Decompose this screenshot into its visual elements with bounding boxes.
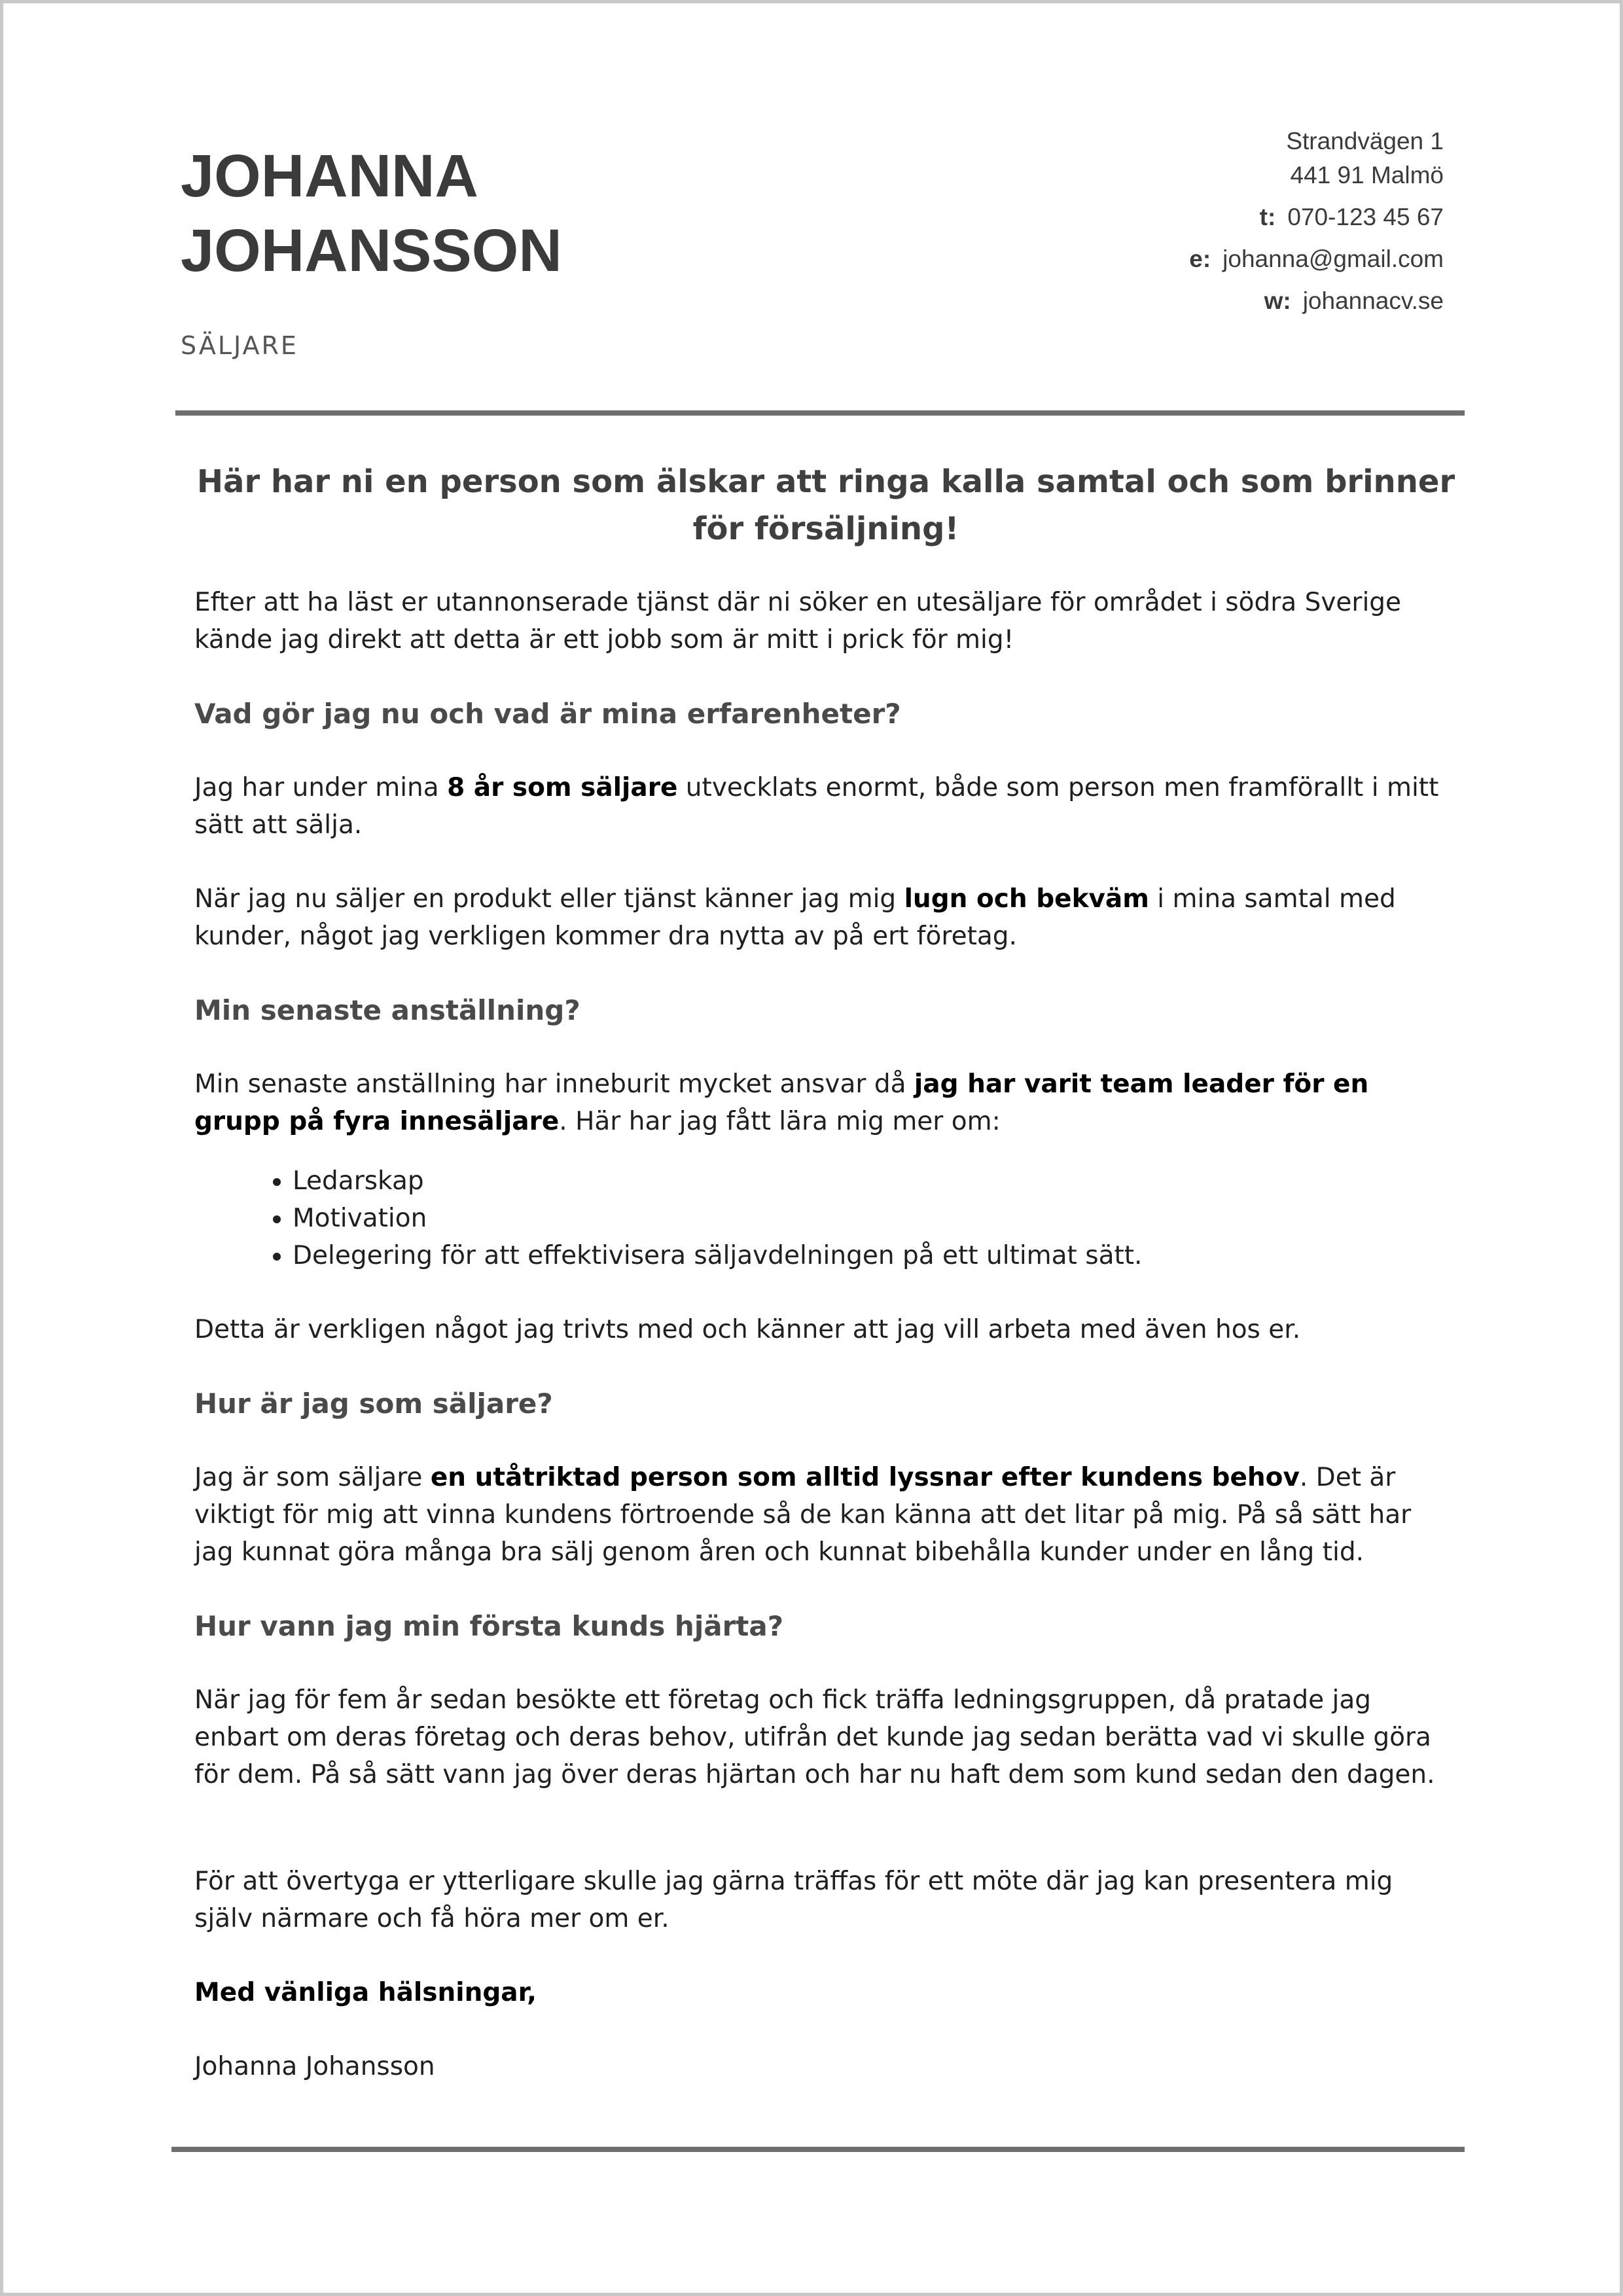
phone-value: 070-123 45 67 — [1287, 204, 1444, 230]
phone-label: t: — [1259, 204, 1276, 230]
letter-body — [194, 452, 1457, 2122]
signature-name: Johanna Johansson — [194, 2052, 435, 2081]
text-run: Min senaste anställning har inneburit mycket ansvar då — [194, 1069, 914, 1099]
first-name: JOHANNA — [181, 143, 478, 209]
text-run: . Det är viktigt för mig att vinna kundens förtroende så de kan känna att det litar på mig. På så sätt har jag kunnat göra många bra sälj genom åren och kunnat bibehålla kunder under en lång tid. — [194, 1463, 1412, 1567]
first-customer-paragraph: När jag för fem år sedan besökte ett företag och fick träffa ledningsgruppen, då pratade jag enbart om deras företag och deras behov, utifrån det kunde jag sedan berätta vad vi skulle göra för dem. På så sätt vann jag över deras hjärtan och har nu haft dem som kund sedan den dagen. — [194, 1685, 1435, 1789]
header-divider — [175, 410, 1465, 416]
experience-paragraph-2 — [194, 880, 1457, 955]
email-row — [1189, 242, 1444, 276]
text-run: Jag är som säljare — [194, 1463, 431, 1492]
heading-first-customer: Hur vann jag min första kunds hjärta? — [194, 1610, 784, 1642]
list-item: • Ledarskap — [293, 1162, 1457, 1200]
applicant-name — [181, 139, 562, 288]
heading-experience: Vad gör jag nu och vad är mina erfarenheter? — [194, 698, 901, 730]
email-value: johanna@gmail.com — [1222, 245, 1444, 272]
text-run: . Här har jag fått lära mig mer om: — [559, 1107, 1001, 1136]
address-line-2: 441 91 Malmö — [1290, 162, 1444, 188]
email-label: e: — [1189, 245, 1211, 272]
text-run: utvecklats enormt, både som person men framförallt i mitt sätt att sälja. — [194, 773, 1439, 840]
latest-job-paragraph — [194, 1066, 1457, 1140]
list-item: • Delegering för att effektivisera säljavdelningen på ett ultimat sätt. — [293, 1237, 1457, 1274]
emphasis-text: lugn och bekväm — [904, 884, 1149, 914]
seller-paragraph — [194, 1459, 1457, 1571]
enjoy-paragraph: Detta är verkligen något jag trivts med och känner att jag vill arbeta med även hos er. — [194, 1315, 1301, 1344]
emphasis-text: jag har varit team leader för en grupp på fyra innesäljare — [194, 1069, 1369, 1136]
web-label: w: — [1264, 287, 1291, 314]
heading-seller: Hur är jag som säljare? — [194, 1388, 553, 1420]
emphasis-text: en utåtriktad person som alltid lyssnar efter kundens behov — [430, 1463, 1300, 1492]
phone-row — [1189, 200, 1444, 234]
intro-paragraph: Efter att ha läst er utannonserade tjänst där ni söker en utesäljare för området i södra Sverige kände jag direkt att detta är ett jobb som är mitt i prick för mig! — [194, 588, 1402, 655]
address-line-1: Strandvägen 1 — [1286, 128, 1444, 154]
contact-block — [1189, 124, 1444, 318]
footer-divider — [171, 2147, 1465, 2152]
last-name: JOHANSSON — [181, 217, 562, 284]
web-value: johannacv.se — [1302, 287, 1444, 314]
list-item: • Motivation — [293, 1200, 1457, 1237]
signoff: Med vänliga hälsningar, — [194, 1978, 537, 2007]
emphasis-text: 8 år som säljare — [447, 773, 678, 802]
heading-latest-job: Min senaste anställning? — [194, 994, 580, 1026]
skills-list — [194, 1162, 1457, 1274]
web-row — [1189, 284, 1444, 318]
job-title: SÄLJARE — [181, 331, 298, 360]
text-run: i mina samtal med kunder, något jag verkligen kommer dra nytta av på ert företag. — [194, 884, 1396, 951]
letter-headline: Här har ni en person som älskar att ringa kalla samtal och som brinner för försäljning! — [196, 463, 1455, 547]
closing-paragraph: För att övertyga er ytterligare skulle jag gärna träffas för ett möte där jag kan presentera mig själv närmare och få höra mer om er. — [194, 1867, 1393, 1933]
text-run: När jag nu säljer en produkt eller tjänst känner jag mig — [194, 884, 904, 914]
experience-paragraph-1 — [194, 769, 1457, 844]
text-run: Jag har under mina — [194, 773, 448, 802]
